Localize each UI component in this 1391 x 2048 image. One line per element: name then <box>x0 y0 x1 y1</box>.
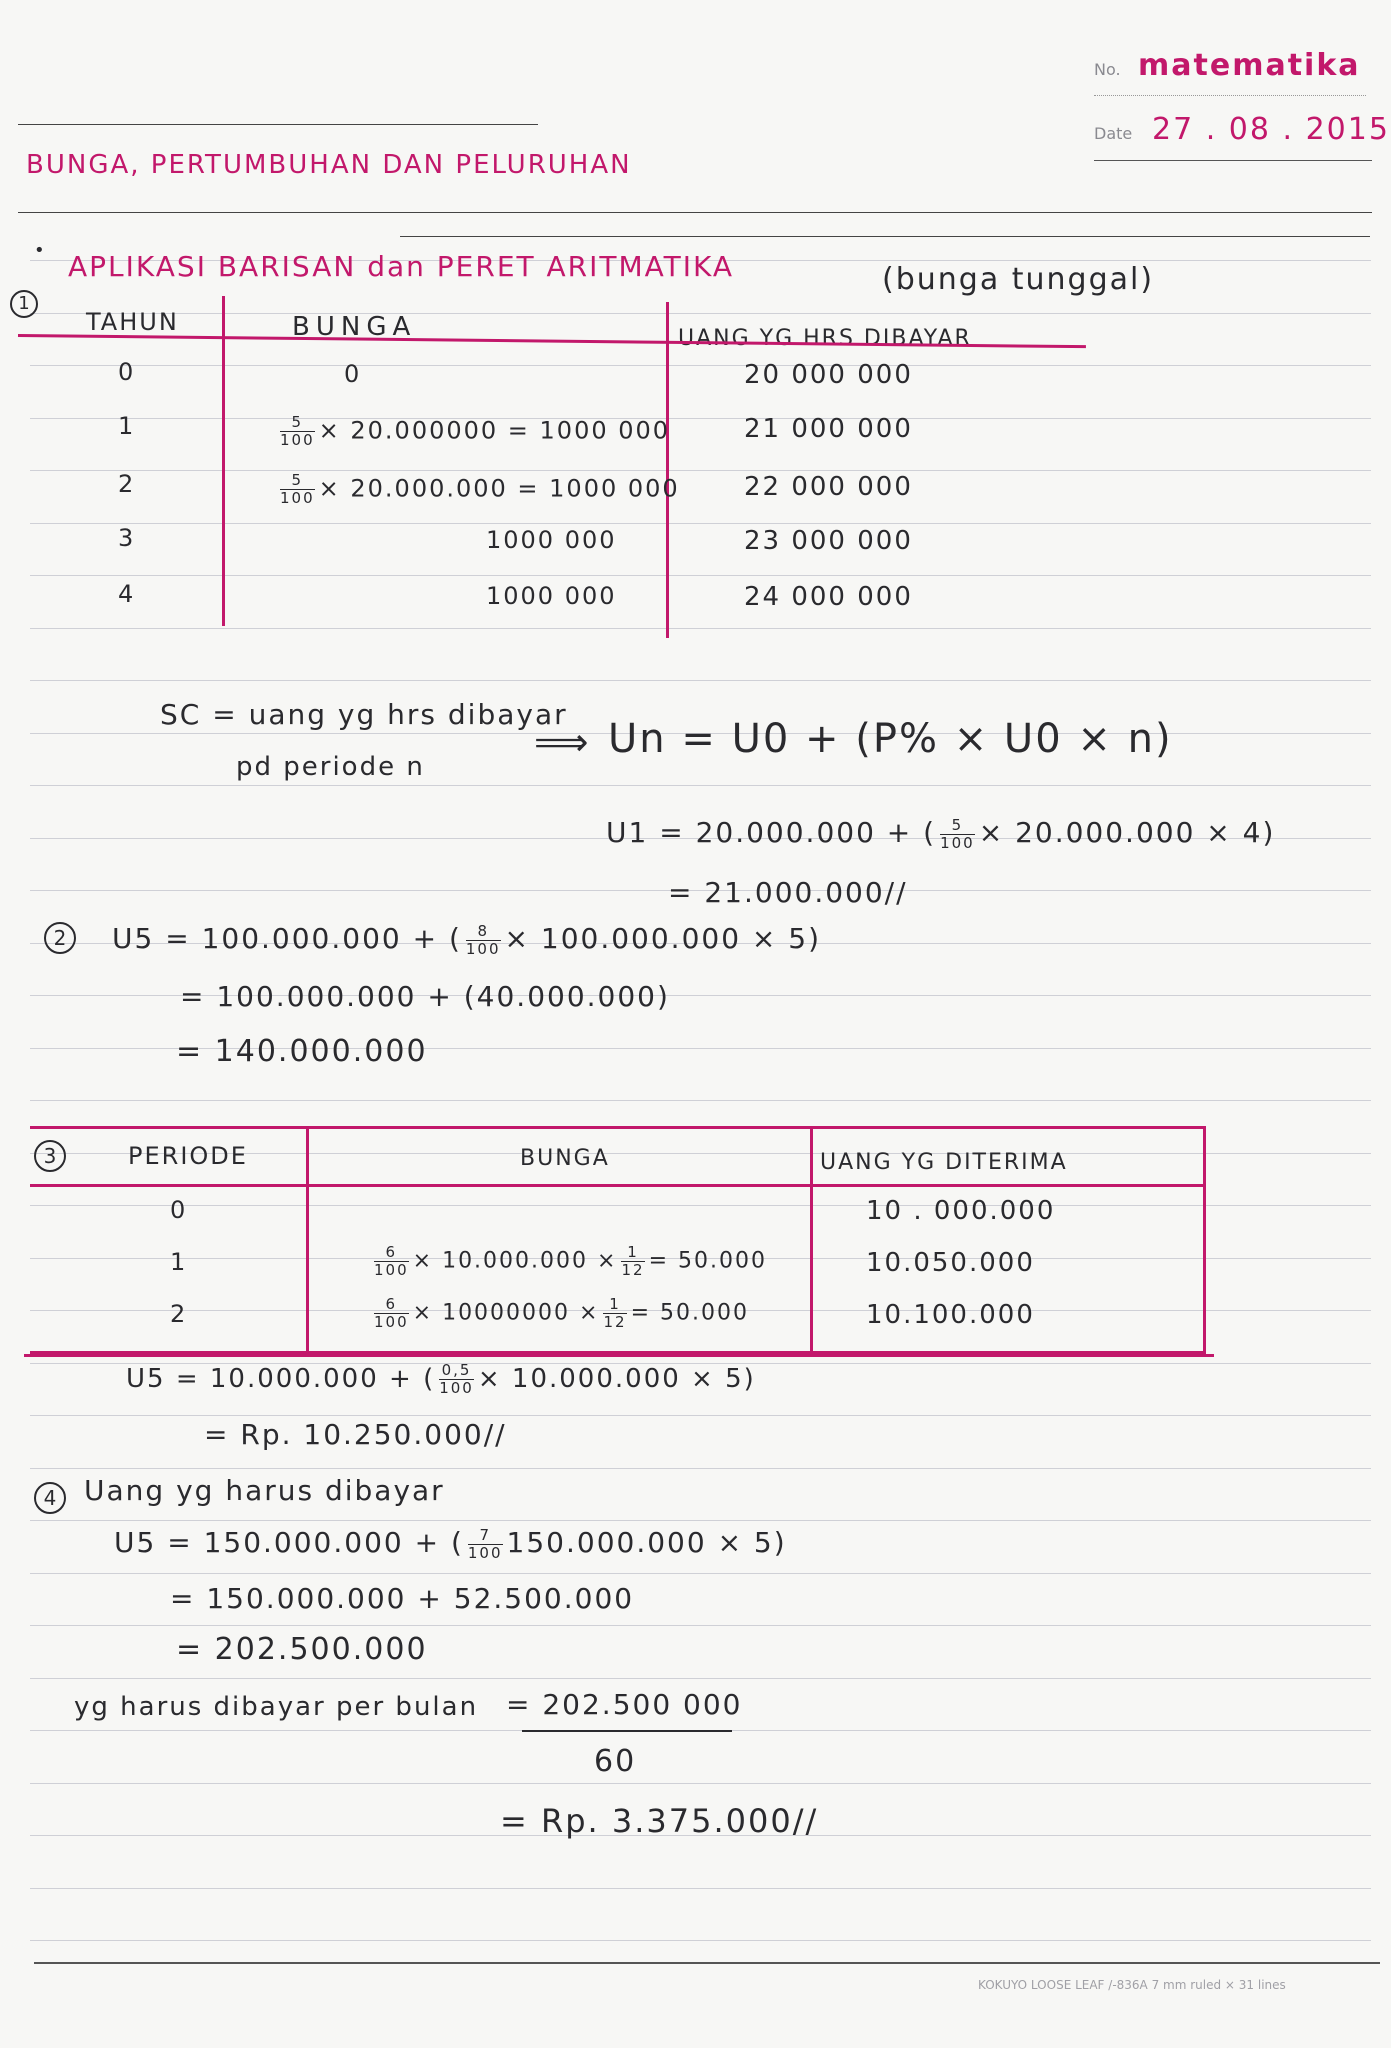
table1-cell-tahun: 2 <box>118 470 136 498</box>
ruled-line <box>30 1783 1371 1784</box>
table3-header-line <box>30 1184 1206 1187</box>
table1-cell-bunga <box>486 582 617 610</box>
fraction-denominator: 100 <box>940 833 975 852</box>
page-title: BUNGA, PERTUMBUHAN DAN PELURUHAN <box>26 150 632 180</box>
date-value: 27 . 08 . 2015 <box>1152 112 1390 147</box>
fraction-numerator: 0,5 <box>439 1362 474 1380</box>
table1-bunga-fraction <box>280 472 315 507</box>
p4-per-bulan-label: yg harus dibayar per bulan <box>74 1692 479 1722</box>
table3-bunga-fraction <box>374 1244 409 1279</box>
p4-denominator: 60 <box>594 1744 637 1779</box>
no-underline <box>1094 95 1366 96</box>
table3-cell-uang: 10.050.000 <box>866 1248 1035 1278</box>
table3-bottom-line <box>24 1354 1214 1357</box>
table1-cell-uang: 20 000 000 <box>744 360 913 390</box>
p4-line-1-left: U5 = 150.000.000 + ( <box>114 1526 464 1559</box>
table3-bunga-text: × 10.000.000 × <box>412 1248 618 1274</box>
title-top-line <box>18 124 538 125</box>
fraction-numerator: 1 <box>603 1296 626 1314</box>
p2-line-3: = 140.000.000 <box>176 1034 428 1069</box>
sc-line-1: SC = uang yg hrs dibayar <box>160 698 568 731</box>
ruled-line <box>30 628 1371 629</box>
table1-header-tahun: TAHUN <box>86 308 179 336</box>
no-label: No. <box>1094 60 1121 79</box>
ruled-line <box>30 1625 1371 1626</box>
ruled-line <box>30 523 1371 524</box>
arrow-icon: ⟹ <box>534 720 589 764</box>
subject-text: matematika <box>1138 48 1361 83</box>
ruled-line <box>30 1415 1371 1416</box>
table1-cell-bunga <box>276 472 680 507</box>
table1-divider-2 <box>666 302 669 638</box>
table3-cell-periode: 0 <box>170 1196 188 1224</box>
p2-fraction <box>466 923 501 958</box>
section-heading-note: (bunga tunggal) <box>882 262 1155 297</box>
table3-bunga-fraction <box>374 1296 409 1331</box>
sc-line-2: pd periode n <box>236 752 425 782</box>
p3-fraction <box>439 1362 474 1397</box>
fraction-denominator: 12 <box>621 1261 645 1279</box>
fraction-numerator: 6 <box>374 1296 409 1314</box>
fraction-numerator: 5 <box>280 414 315 432</box>
table1-cell-tahun: 3 <box>118 524 136 552</box>
table1-cell-uang: 24 000 000 <box>744 582 913 612</box>
general-formula: Un = U0 + (P% × U0 × n) <box>608 716 1173 762</box>
fraction-denominator: 100 <box>439 1379 474 1397</box>
p2-line-1 <box>112 922 821 958</box>
table3-cell-bunga <box>370 1244 767 1279</box>
fraction-denominator: 100 <box>374 1261 409 1279</box>
problem-3-number: 3 <box>34 1140 66 1172</box>
p2-line-1-left: U5 = 100.000.000 + ( <box>112 922 462 955</box>
table1-cell-uang: 21 000 000 <box>744 414 913 444</box>
p3-u5-line <box>126 1362 756 1397</box>
ruled-line <box>30 470 1371 471</box>
table1-cell-tahun: 0 <box>118 358 136 386</box>
table3-bunga-text: × 10000000 × <box>412 1300 600 1326</box>
table3-cell-periode: 2 <box>170 1300 188 1328</box>
u1-fraction <box>940 817 975 852</box>
table1-bunga-text: × 20.000000 = 1000 000 <box>318 416 671 445</box>
fraction-numerator: 8 <box>466 923 501 941</box>
p4-line-1-right: 150.000.000 × 5) <box>506 1526 787 1559</box>
p4-fraction <box>468 1527 503 1562</box>
p3-u5-left: U5 = 10.000.000 + ( <box>126 1364 436 1394</box>
table1-header-uang: UANG YG HRS DIBAYAR <box>678 326 972 351</box>
table3-cell-bunga <box>370 1296 749 1331</box>
date-label: Date <box>1094 124 1133 143</box>
table1-bunga-text: × 20.000.000 = 1000 000 <box>318 474 680 503</box>
table1-header-bunga: BUNGA <box>292 312 417 342</box>
table3-bunga-result: = 50.000 <box>648 1248 767 1274</box>
table3-divider-1 <box>306 1126 309 1352</box>
table3-header-uang: UANG YG DITERIMA <box>820 1150 1068 1175</box>
p2-line-1-right: × 100.000.000 × 5) <box>504 922 822 955</box>
fraction-numerator: 6 <box>374 1244 409 1262</box>
table3-cell-periode: 1 <box>170 1248 188 1276</box>
ruled-line <box>30 680 1371 681</box>
p2-line-2: = 100.000.000 + (40.000.000) <box>180 980 670 1013</box>
ruled-line <box>30 785 1371 786</box>
p4-heading: Uang yg harus dibayar <box>84 1474 445 1507</box>
ruled-line <box>30 365 1371 366</box>
table1-divider-1 <box>222 296 225 626</box>
date-underline <box>1094 160 1372 161</box>
table1-bunga-text: 1000 000 <box>486 582 617 610</box>
table1-cell-uang: 23 000 000 <box>744 526 913 556</box>
title-bottom-line-2 <box>400 236 1370 237</box>
table3-cell-uang: 10.100.000 <box>866 1300 1035 1330</box>
p4-line-1 <box>114 1526 787 1562</box>
fraction-numerator: 1 <box>621 1244 644 1262</box>
p4-numerator: = 202.500 000 <box>506 1688 743 1721</box>
table3-divider-2 <box>810 1126 813 1352</box>
fraction-numerator: 5 <box>940 817 975 835</box>
table1-cell-uang: 22 000 000 <box>744 472 913 502</box>
table1-cell-bunga <box>344 360 361 388</box>
ruled-line <box>30 1888 1371 1889</box>
u1-line <box>606 816 1275 852</box>
fraction-denominator: 100 <box>374 1313 409 1331</box>
ruled-line <box>30 1520 1371 1521</box>
section-bullet: • <box>34 240 45 261</box>
title-bottom-line <box>18 212 1372 213</box>
section-heading: APLIKASI BARISAN dan PERET ARITMATIKA <box>68 250 735 283</box>
p4-result: = Rp. 3.375.000// <box>500 1802 819 1840</box>
u1-result: = 21.000.000// <box>668 876 908 909</box>
table1-bunga-text: 1000 000 <box>486 526 617 554</box>
table1-bunga-fraction <box>280 414 315 449</box>
table1-bunga-text: 0 <box>344 360 362 388</box>
problem-1-number: 1 <box>10 290 38 318</box>
table1-cell-bunga <box>276 414 670 449</box>
p4-line-2: = 150.000.000 + 52.500.000 <box>170 1582 635 1615</box>
table1-cell-bunga <box>486 526 617 554</box>
fraction-numerator: 7 <box>468 1527 503 1545</box>
fraction-denominator: 100 <box>280 489 315 507</box>
problem-2-number: 2 <box>44 922 76 954</box>
ruled-line <box>30 1678 1371 1679</box>
u1-left: U1 = 20.000.000 + ( <box>606 816 937 849</box>
ruled-line <box>30 1468 1371 1469</box>
footer-line <box>34 1962 1380 1964</box>
ruled-line <box>30 313 1371 314</box>
fraction-denominator: 100 <box>280 431 315 449</box>
u1-right: × 20.000.000 × 4) <box>978 816 1276 849</box>
fraction-denominator: 100 <box>467 1543 503 1562</box>
table1-cell-tahun: 4 <box>118 580 136 608</box>
footer-brand: KOKUYO LOOSE LEAF /-836A 7 mm ruled × 31 lines <box>978 1978 1286 1992</box>
fraction-numerator: 5 <box>280 472 315 490</box>
table3-cell-uang: 10 . 000.000 <box>866 1196 1056 1226</box>
table3-header-periode: PERIODE <box>128 1142 248 1170</box>
problem-4-number: 4 <box>34 1482 66 1514</box>
ruled-line <box>30 1100 1371 1101</box>
table3-header-bunga: BUNGA <box>520 1146 610 1171</box>
ruled-line <box>30 1940 1371 1941</box>
table3-bunga-fraction-2 <box>621 1244 644 1279</box>
p3-u5-result: = Rp. 10.250.000// <box>204 1418 507 1451</box>
fraction-denominator: 12 <box>603 1313 627 1331</box>
ruled-line <box>30 418 1371 419</box>
table1-cell-tahun: 1 <box>118 412 136 440</box>
p4-line-3: = 202.500.000 <box>176 1632 428 1667</box>
p3-u5-right: × 10.000.000 × 5) <box>477 1364 756 1394</box>
table3-bunga-fraction-2 <box>603 1296 626 1331</box>
table3-bunga-result: = 50.000 <box>630 1300 749 1326</box>
fraction-denominator: 100 <box>465 939 501 958</box>
p4-fraction-bar <box>522 1730 732 1732</box>
ruled-line <box>30 575 1371 576</box>
ruled-line <box>30 1573 1371 1574</box>
